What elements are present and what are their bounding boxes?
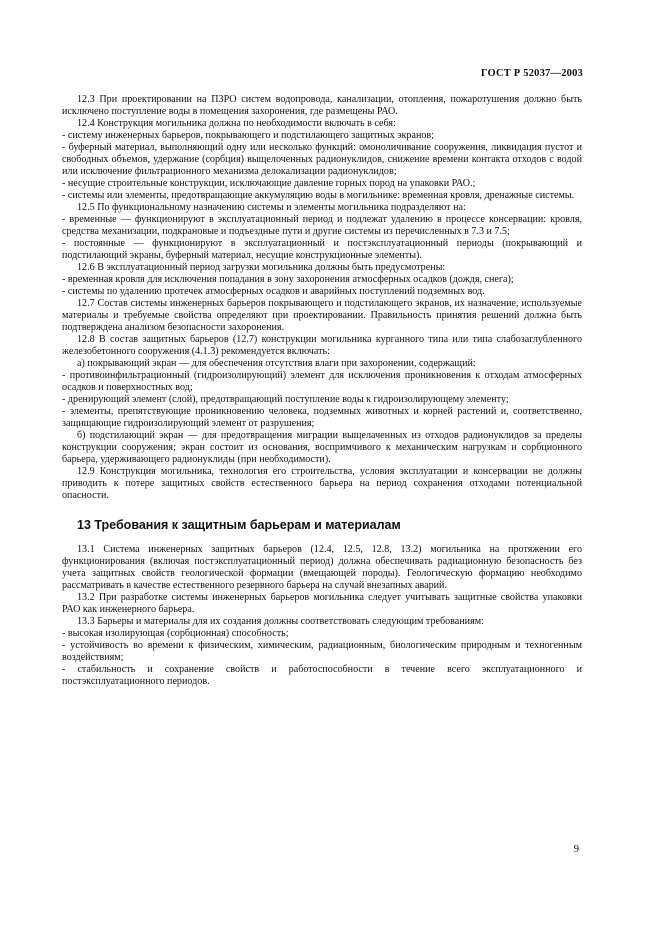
paragraph-13-3: 13.3 Барьеры и материалы для их создания должны соответствовать следующим требованиям: [77, 616, 484, 627]
list-item: - дренирующий элемент (слой), предотвращающий поступление воды к гидроизолирующему элементу; [62, 394, 509, 405]
section-title: 13 Требования к защитным барьерам и материалам [77, 518, 401, 532]
list-item: - систему инженерных барьеров, покрывающего и подстилающего защитных экранов; [62, 130, 434, 141]
list-item: - несущие строительные конструкции, исключающие давление горных пород на упаковки РАО.; [62, 178, 476, 189]
document-body [62, 94, 582, 688]
paragraph-13-2: 13.2 При разработке системы инженерных барьеров могильника следует учитывать защитные свойства упаковки РАО как инженерного барьера. [62, 592, 582, 615]
paragraph-12-3: 12.3 При проектировании на ПЗРО систем водопровода, канализации, отопления, пожаротушения должно быть исключено поступление воды в помещения захоронения, где размещены РАО. [62, 94, 582, 117]
list-item: - стабильность и сохранение свойств и работоспособности в течение всего эксплуатационного и постэксплуатационного периодов. [62, 664, 582, 687]
paragraph-12-7: 12.7 Состав системы инженерных барьеров покрывающего и подстилающего экранов, их назначение, используемые материалы и требуемые свойства определяют при проектировании. Правильность принятия решений должна быть подтверждена анализом безопасности захоронения. [62, 298, 582, 333]
paragraph-12-6: 12.6 В эксплуатационный период загрузки могильника должны быть предусмотрены: [77, 262, 446, 273]
list-item: б) подстилающий экран — для предотвращения миграции выщелаченных из отходов радионуклидов за пределы конструкции сооружения; экран состоит из основания, воспримчивого к механическим нагрузкам и сорбционного барьера, удерживающего радионуклиды (при необходимости). [62, 430, 582, 465]
list-item: - системы по удалению протечек атмосферных осадков и аварийных поступлений подземных вод. [62, 286, 485, 297]
paragraph-12-8: 12.8 В состав защитных барьеров (12.7) конструкции могильника курганного типа или типа слабозаглубленного железобетонного сооружения (4.1.3) рекомендуется включать: [62, 334, 582, 357]
paragraph-12-4: 12.4 Конструкция могильника должна по необходимости включать в себя: [77, 118, 396, 129]
list-item: - противоинфильтрационный (гидроизолирующий) элемент для исключения проникновения к отходам атмосферных осадков и поверхностных вод; [62, 370, 582, 393]
list-item: - высокая изолирующая (сорбционная) способность; [62, 628, 289, 639]
list-item: - временная кровля для исключения попадания в зону захоронения атмосферных осадков (дождя, снега); [62, 274, 514, 285]
paragraph-13-1: 13.1 Система инженерных защитных барьеров (12.4, 12.5, 12.8, 13.2) могильника на протяжении его функционирования (включая постэксплуатационный период) должна обеспечивать радиационную безопасность без учета защитных свойств геологической формации (вмещающей породы). Геологическую формацию необходимо рассматривать в качестве естественного резервного барьера на случай внезапных аварий. [62, 544, 582, 591]
list-item: - системы или элементы, предотвращающие аккумуляцию воды в могильнике: временная кровля, дренажные системы. [62, 190, 575, 201]
list-item: - элементы, препятствующие проникновению человека, подземных животных и корней растений и, соответственно, защищающие гидроизолирующий элемент от разрушения; [62, 406, 582, 429]
list-item: - буферный материал, выполняющий одну или несколько функций: омоноличивание сооружения, ликвидация пустот и свободных объемов, удержание (сорбция) выщелоченных радионуклидов, снижение времени контакта отходов с водой или исключение фильтрационного механизма делокализации радионуклидов; [62, 142, 582, 177]
list-item: - временные — функционируют в эксплуатационный период и подлежат удалению в процессе консервации: кровля, средства механизации, подкрановые и подъездные пути и другие системы из перечисленных в 7.3 и 7.5; [62, 214, 582, 237]
list-item: а) покрывающий экран — для обеспечения отсутствия влаги при захоронении, содержащий: [77, 358, 476, 369]
standard-header: ГОСТ Р 52037—2003 [480, 68, 583, 79]
list-item: - постоянные — функционируют в эксплуатационный и постэксплуатационный периоды (покрывающий и подстилающий экраны, буферный материал, несущие конструкционные элементы). [62, 238, 582, 261]
paragraph-12-9: 12.9 Конструкция могильника, технология его строительства, условия эксплуатации и консервации не должны приводить к потере защитных свойств естественного барьера на период сохранения отходами потенциальной опасности. [62, 466, 582, 501]
page-number: 9 [573, 844, 579, 855]
paragraph-12-5: 12.5 По функциональному назначению системы и элементы могильника подразделяют на: [77, 202, 466, 213]
list-item: - устойчивость во времени к физическим, химическим, радиационным, биологическим природным и техногенным воздействиям; [62, 640, 582, 663]
